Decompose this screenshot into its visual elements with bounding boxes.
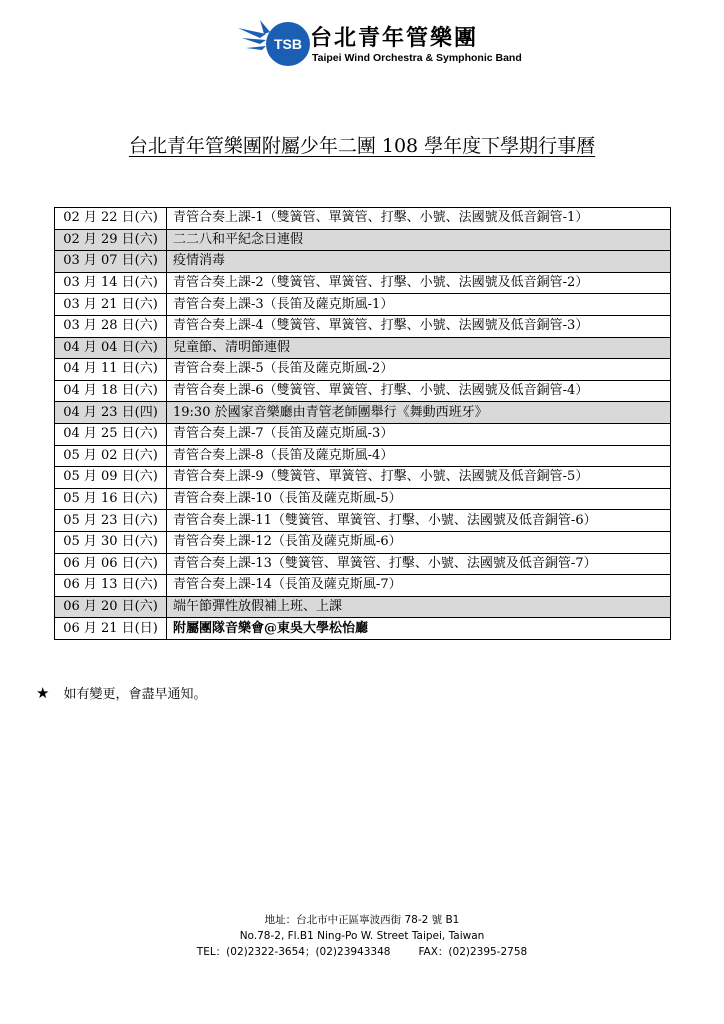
row-event: 青管合奏上課-2（雙簧管、單簧管、打擊、小號、法國號及低音銅管-2） [167, 272, 671, 294]
table-row [55, 337, 671, 359]
row-event: 青管合奏上課-11（雙簧管、單簧管、打擊、小號、法國號及低音銅管-6） [167, 510, 671, 532]
table-row [55, 553, 671, 575]
row-date: 03 月 21 日(六) [55, 294, 167, 316]
row-event: 青管合奏上課-14（長笛及薩克斯風-7） [167, 575, 671, 597]
footer-address-en: No.78-2, Fl.B1 Ning-Po W. Street Taipei, Taiwan [239, 930, 485, 942]
row-event: 端午節彈性放假補上班、上課 [167, 596, 671, 618]
row-event: 青管合奏上課-5（長笛及薩克斯風-2） [167, 359, 671, 381]
row-date: 05 月 16 日(六) [55, 488, 167, 510]
footer-fax: FAX：(02)2395-2758 [418, 946, 528, 958]
table-row [55, 467, 671, 489]
row-event: 青管合奏上課-7（長笛及薩克斯風-3） [167, 423, 671, 445]
table-row [55, 359, 671, 381]
row-event: 青管合奏上課-1（雙簧管、單簧管、打擊、小號、法國號及低音銅管-1） [167, 208, 671, 230]
row-date: 03 月 28 日(六) [55, 315, 167, 337]
table-row [55, 575, 671, 597]
org-logo [236, 18, 522, 70]
row-date: 03 月 07 日(六) [55, 251, 167, 273]
row-date: 05 月 23 日(六) [55, 510, 167, 532]
table-row [55, 315, 671, 337]
row-event: 青管合奏上課-8（長笛及薩克斯風-4） [167, 445, 671, 467]
row-date: 04 月 23 日(四) [55, 402, 167, 424]
footer-contact [0, 944, 724, 960]
change-notice-text: 如有變更，會盡早通知。 [63, 687, 207, 702]
svg-text:TSB: TSB [274, 36, 302, 52]
row-event: 青管合奏上課-12（長笛及薩克斯風-6） [167, 531, 671, 553]
row-event: 青管合奏上課-6（雙簧管、單簧管、打擊、小號、法國號及低音銅管-4） [167, 380, 671, 402]
table-row [55, 402, 671, 424]
change-notice [36, 683, 206, 702]
row-date: 05 月 02 日(六) [55, 445, 167, 467]
row-date: 04 月 25 日(六) [55, 423, 167, 445]
row-event: 兒童節、清明節連假 [167, 337, 671, 359]
row-date: 06 月 21 日(日) [55, 618, 167, 640]
table-row [55, 208, 671, 230]
row-date: 05 月 09 日(六) [55, 467, 167, 489]
row-event: 附屬團隊音樂會@東吳大學松怡廳 [167, 618, 671, 640]
table-row [55, 596, 671, 618]
row-date: 02 月 22 日(六) [55, 208, 167, 230]
row-date: 04 月 18 日(六) [55, 380, 167, 402]
footer [0, 912, 724, 960]
row-event: 青管合奏上課-3（長笛及薩克斯風-1） [167, 294, 671, 316]
row-date: 06 月 06 日(六) [55, 553, 167, 575]
row-event: 青管合奏上課-9（雙簧管、單簧管、打擊、小號、法國號及低音銅管-5） [167, 467, 671, 489]
row-event: 19:30 於國家音樂廳由青管老師團舉行《舞動西班牙》 [167, 402, 671, 424]
org-name-cn: 台北青年管樂團 [310, 26, 479, 51]
row-event: 二二八和平紀念日連假 [167, 229, 671, 251]
table-row [55, 380, 671, 402]
star-icon: ★ [36, 684, 50, 702]
table-row [55, 294, 671, 316]
table-row [55, 488, 671, 510]
tsb-logo-icon [236, 18, 312, 68]
row-date: 06 月 20 日(六) [55, 596, 167, 618]
row-date: 02 月 29 日(六) [55, 229, 167, 251]
footer-tel: TEL：(02)2322-3654；(02)23943348 [196, 946, 391, 958]
row-date: 04 月 11 日(六) [55, 359, 167, 381]
row-date: 03 月 14 日(六) [55, 272, 167, 294]
row-date: 06 月 13 日(六) [55, 575, 167, 597]
table-row [55, 423, 671, 445]
schedule-table [54, 207, 671, 640]
table-row [55, 229, 671, 251]
table-row [55, 531, 671, 553]
row-event: 青管合奏上課-13（雙簧管、單簧管、打擊、小號、法國號及低音銅管-7） [167, 553, 671, 575]
row-event: 青管合奏上課-4（雙簧管、單簧管、打擊、小號、法國號及低音銅管-3） [167, 315, 671, 337]
row-date: 05 月 30 日(六) [55, 531, 167, 553]
table-row [55, 618, 671, 640]
row-date: 04 月 04 日(六) [55, 337, 167, 359]
table-row [55, 272, 671, 294]
row-event: 青管合奏上課-10（長笛及薩克斯風-5） [167, 488, 671, 510]
schedule-body [55, 208, 671, 640]
table-row [55, 510, 671, 532]
page-title-text: 台北青年管樂團附屬少年二團 108 學年度下學期行事曆 [128, 135, 596, 157]
footer-address-cn: 地址：台北市中正區寧波西街 78-2 號 B1 [264, 914, 460, 926]
table-row [55, 251, 671, 273]
row-event: 疫情消毒 [167, 251, 671, 273]
table-row [55, 445, 671, 467]
page-title [0, 131, 724, 158]
org-name-en: Taipei Wind Orchestra & Symphonic Band [312, 52, 522, 64]
